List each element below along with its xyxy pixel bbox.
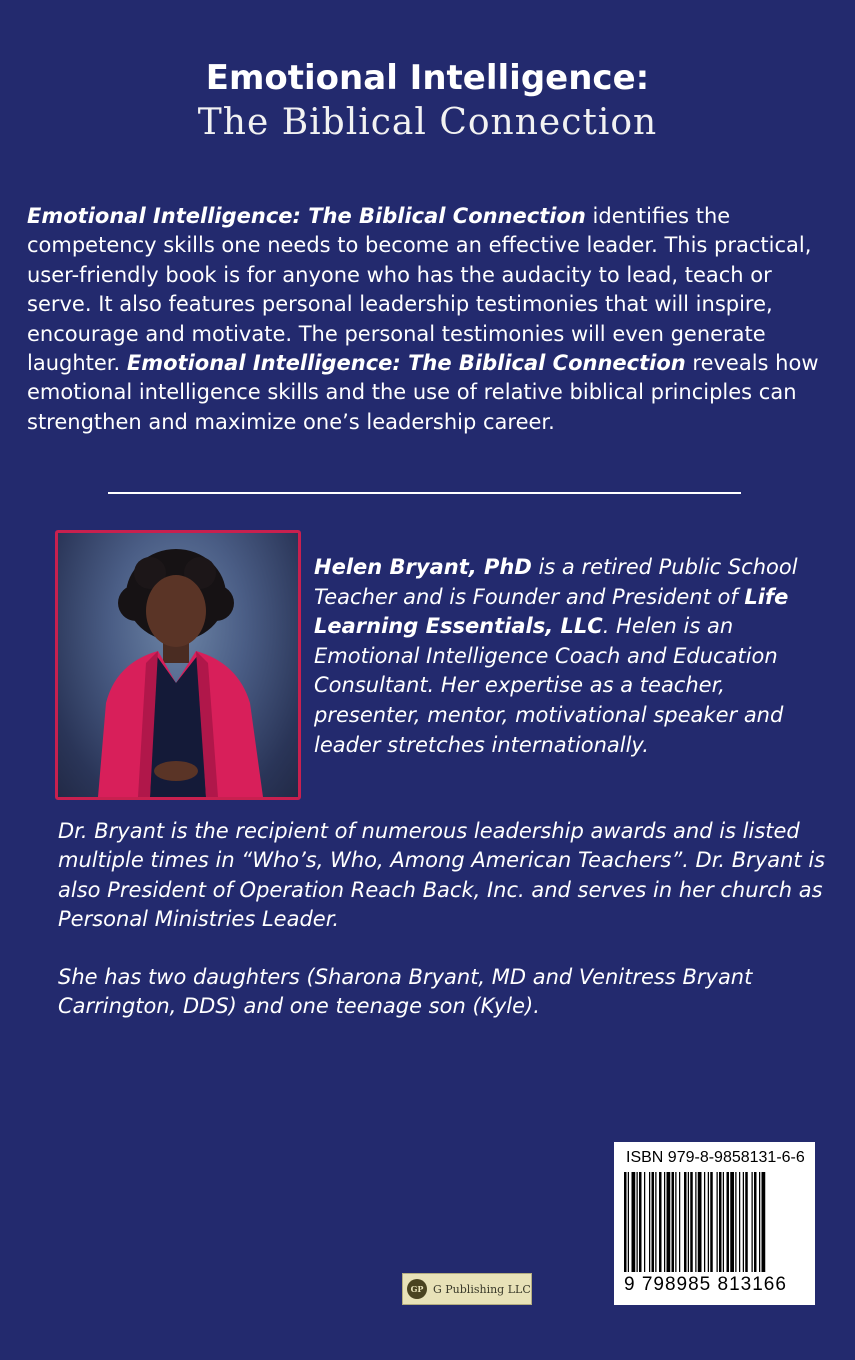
isbn-barcode	[614, 1142, 815, 1305]
author-bio-text: is a retired Public School Teacher and is Founder and President of	[314, 555, 798, 609]
description-text: identifies the competency skills one needs to become an effective leader. This practical, user-friendly book is for anyone who has the audacity to lead, teach or serve. It also features personal leadership testimonies that will inspire, encourage and motivate. The personal testimonies will even generate laughter.	[27, 204, 812, 376]
book-title-inline: Emotional Intelligence: The Biblical Connection	[27, 204, 586, 228]
isbn-label: ISBN 979-8-9858131-6-6	[626, 1149, 805, 1166]
author-bio-text: . Helen is an Emotional Intelligence Coach and Education Consultant. Her expertise as a teacher, presenter, mentor, motivational speaker and leader stretches internationally.	[314, 614, 784, 757]
divider	[108, 492, 741, 494]
barcode-bars	[624, 1172, 806, 1272]
book-subtitle: The Biblical Connection	[197, 102, 658, 143]
book-description	[27, 202, 837, 437]
publisher-logo-icon: GP	[407, 1279, 427, 1299]
book-title-inline: Emotional Intelligence: The Biblical Connection	[126, 351, 686, 376]
description-text: reveals how emotional intelligence skills and the use of relative biblical principles can strengthen and maximize one’s leadership career.	[27, 351, 819, 434]
author-bio-awards: Dr. Bryant is the recipient of numerous leadership awards and is listed multiple times in “Who’s, Who, Among American Teachers”. Dr. Bryant is also President of Operation Reach Back, Inc. and serves in her church as Personal Ministries Leader.	[58, 819, 826, 932]
barcode-digits: 9 798985 813166	[624, 1274, 787, 1295]
company-name: Life Learning Essentials, LLC	[314, 584, 789, 639]
author-photo	[55, 530, 301, 800]
author-portrait-illustration	[58, 533, 298, 797]
publisher-logo	[402, 1273, 532, 1305]
author-name: Helen Bryant, PhD	[314, 555, 532, 579]
author-bio-intro	[314, 553, 834, 760]
author-bio-family: She has two daughters (Sharona Bryant, MD and Venitress Bryant Carrington, DDS) and one teenage son (Kyle).	[58, 965, 753, 1019]
book-title: Emotional Intelligence:	[205, 58, 650, 98]
publisher-name: G Publishing LLC	[433, 1282, 531, 1296]
